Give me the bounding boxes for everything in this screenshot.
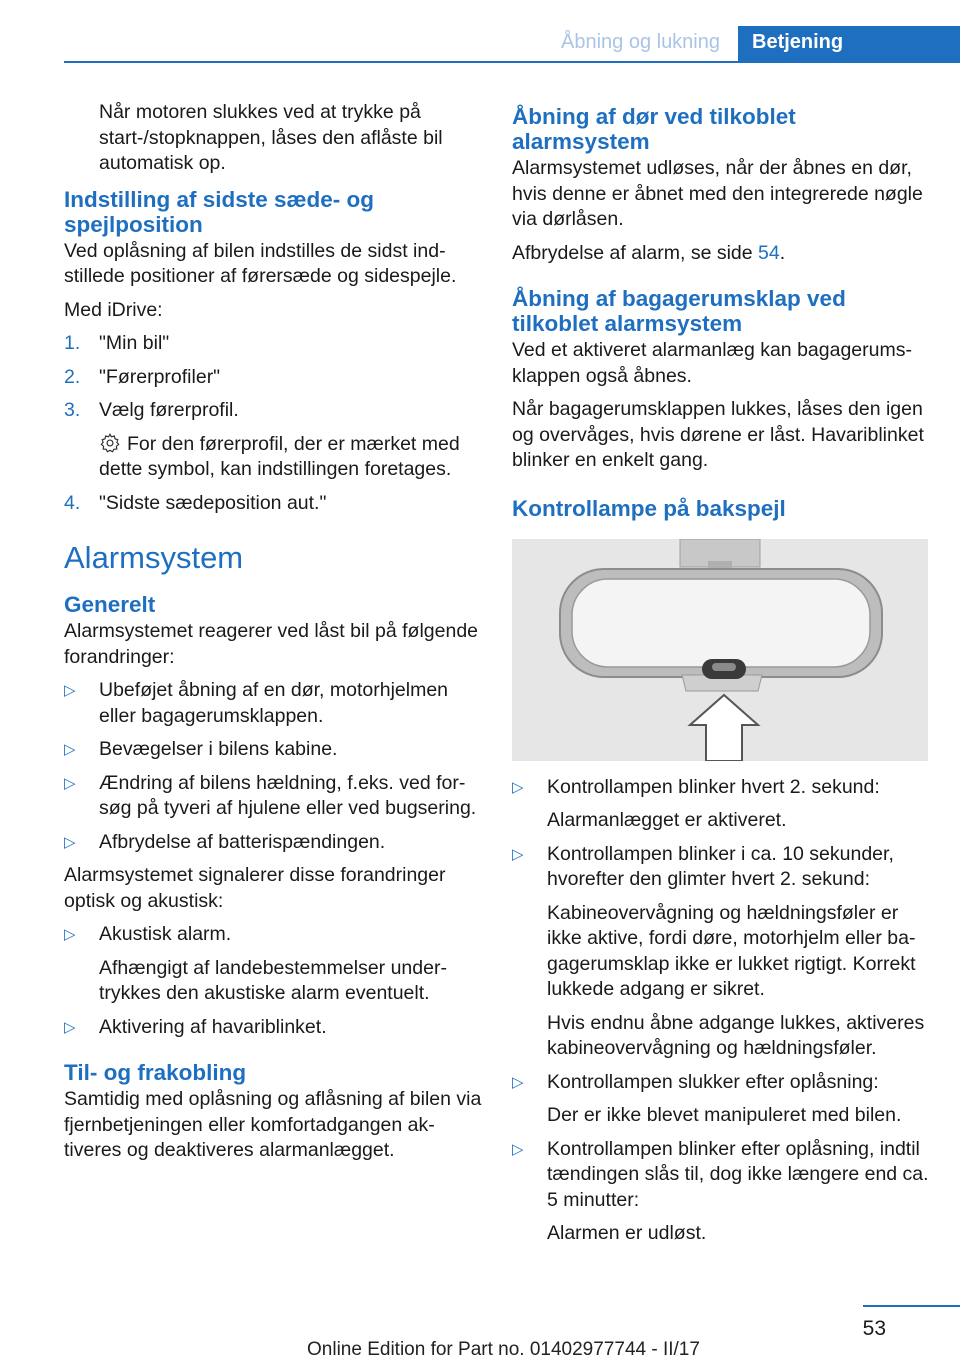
toggle-text: Samtidig med oplåsning og aflåsning af bilen via fjernbetjeningen eller komfortadgangen aktiveres og deaktiveres alarmanlægget. (64, 1088, 482, 1161)
list-item: ▷ Kontrollampen blinker efter oplåsning, indtil tændingen slås til, dog ikke længere end ca. 5 minutter: Alarmen er udløst. (512, 1137, 929, 1244)
interrupt-text: Afbrydelse af alarm, se side 54. (512, 241, 786, 264)
general-heading: Generelt (64, 592, 156, 617)
seat-heading: Indstilling af sidste sæde- og spejlposition (64, 186, 375, 237)
intro-text: Når motoren slukkes ved at trykke på start-/stopknappen, låses den aflåste bil automatisk op. (99, 101, 443, 174)
list-item: ▷ Akustisk alarm. Afhængigt af landebestemmelser undertrykkes den akustiske alarm eventuelt. (64, 923, 447, 1004)
list-item: ▷ Bevægelser i bilens kabine. (64, 738, 338, 760)
trunk-heading: Åbning af bagagerumsklap ved tilkoblet alarmsystem (512, 286, 846, 336)
signals-text: Alarmsystemet signalerer disse forandringer optisk og akustisk: (64, 864, 446, 912)
general-text: Alarmsystemet reagerer ved låst bil på følgende forandringer: (64, 620, 479, 668)
seat-text: Ved oplåsning af bilen indstilles de sidst indstillede positioner af førersæde og sidespejle. (64, 239, 457, 287)
step-list (64, 331, 482, 516)
door-text: Alarmsystemet udløses, når der åbnes en dør, hvis denne er åbnet med den integrerede nøgle via dørlåsen. (512, 157, 923, 230)
edition-note: Online Edition for Part no. 01402977744 - II/17 (307, 1339, 700, 1360)
list-item: ▷ Ændring af bilens hældning, f.eks. ved forsøg på tyveri af hjulene eller ved bugsering. (64, 771, 477, 819)
chapter-tab: Betjening (738, 26, 960, 62)
list-item: ▷ Ubeføjet åbning af en dør, motorhjelmen eller bagagerumsklappen. (64, 679, 449, 727)
toggle-heading: Til- og frakobling (64, 1060, 247, 1085)
list-item: 3. Vælg førerprofil. (64, 399, 239, 421)
alarm-title: Alarmsystem (64, 540, 244, 575)
trunk-text-2: Når bagagerumsklappen lukkes, låses den igen og overvåges, hvis dørene er låst. Havariblinket blinker en enkelt gang. (512, 398, 924, 471)
page-reference-link[interactable]: 54 (758, 241, 780, 264)
section-title: Åbning og lukning (560, 31, 720, 53)
idrive-label: Med iDrive: (64, 298, 163, 321)
list-item: 4. "Sidste sædeposition aut." (64, 491, 327, 514)
lamp-status-list (512, 775, 932, 1247)
lamp-heading: Kontrollampe på bakspejl (512, 495, 786, 521)
trunk-text-1: Ved et aktiveret alarmanlæg kan bagagerumsklappen også åbnes. (512, 339, 912, 387)
list-item: 1. "Min bil" (64, 332, 170, 354)
left-column (64, 100, 482, 1172)
profile-settings-icon (99, 432, 121, 454)
list-item: ▷ Afbrydelse af batterispændingen. (64, 830, 386, 853)
list-item: ▷ Kontrollampen slukker efter oplåsning: Der er ikke blevet manipuleret med bilen. (512, 1070, 902, 1126)
page-number: 53 (862, 1317, 886, 1340)
rearview-mirror-illustration (512, 539, 928, 761)
door-heading: Åbning af dør ved tilkoblet alarmsystem (512, 104, 796, 154)
list-item: ▷ Kontrollampen blinker i ca. 10 sekunder, hvorefter den glimter hvert 2. sekund: Kabineovervågning og hældningsføler er ikke aktive, fordi døre, motorhjelm eller bagagerumsklap ikke er lukket rigtigt. Korrekt lukkede adgang er sikret. Hvis endnu åbne adgange lukkes, aktiveres kabineovervågning og hældningsføler. (512, 842, 925, 1059)
list-item: ▷ Kontrollampen blinker hvert 2. sekund: Alarmanlægget er aktiveret. (512, 775, 880, 831)
right-column (512, 100, 932, 1255)
footer-rule (863, 1305, 960, 1307)
signal-list (64, 922, 482, 1040)
profile-note: For den førerprofil, der er mærket med dette symbol, kan indstillingen foretages. (99, 432, 460, 480)
list-item: 2. "Førerprofiler" (64, 365, 221, 388)
change-list (64, 678, 482, 855)
list-item: ▷ Aktivering af havariblinket. (64, 1015, 327, 1038)
